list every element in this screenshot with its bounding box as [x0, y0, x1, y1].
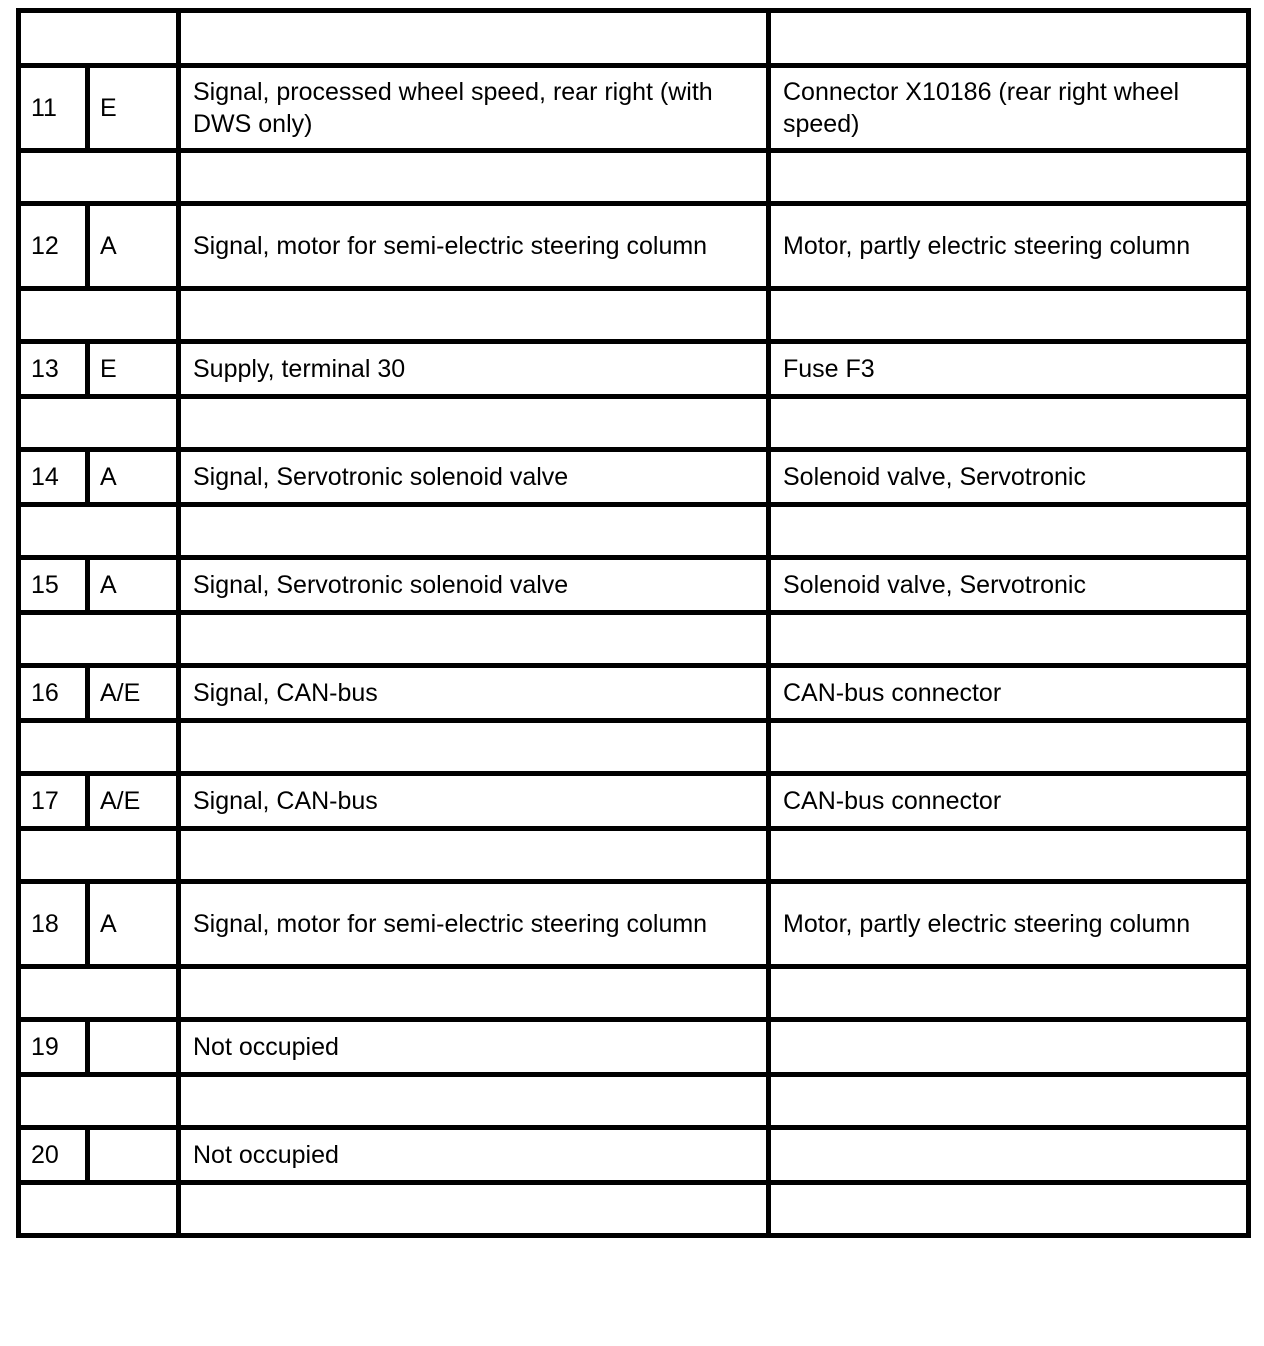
pin-cell: 14 — [19, 450, 88, 505]
spacer-cell — [769, 289, 1249, 342]
spacer-cell — [19, 613, 179, 666]
pin-cell: 11 — [19, 66, 88, 151]
type-cell: A — [88, 204, 179, 289]
spacer-cell — [19, 967, 179, 1020]
table-row — [19, 774, 1249, 829]
connection-cell: Solenoid valve, Servotronic — [769, 450, 1249, 505]
description-cell: Not occupied — [179, 1128, 769, 1183]
spacer-cell — [179, 397, 769, 450]
type-cell — [88, 1128, 179, 1183]
spacer-cell — [179, 721, 769, 774]
connection-cell: Motor, partly electric steering column — [769, 204, 1249, 289]
spacer-cell — [19, 1075, 179, 1128]
connection-cell: Motor, partly electric steering column — [769, 882, 1249, 967]
table-row — [19, 558, 1249, 613]
spacer-row — [19, 1075, 1249, 1128]
type-cell: A — [88, 558, 179, 613]
spacer-cell — [769, 613, 1249, 666]
spacer-cell — [769, 829, 1249, 882]
spacer-cell — [769, 151, 1249, 204]
type-cell: A — [88, 450, 179, 505]
type-cell: A — [88, 882, 179, 967]
spacer-row — [19, 721, 1249, 774]
spacer-cell — [769, 505, 1249, 558]
description-cell: Signal, CAN-bus — [179, 774, 769, 829]
table-row — [19, 666, 1249, 721]
pin-cell: 16 — [19, 666, 88, 721]
table-row — [19, 1128, 1249, 1183]
type-cell: E — [88, 342, 179, 397]
spacer-cell — [19, 505, 179, 558]
spacer-cell — [19, 11, 179, 66]
type-cell: A/E — [88, 666, 179, 721]
connection-cell: Fuse F3 — [769, 342, 1249, 397]
description-cell: Not occupied — [179, 1020, 769, 1075]
spacer-cell — [769, 1075, 1249, 1128]
table-row — [19, 1020, 1249, 1075]
pin-assignment-table — [16, 8, 1251, 1238]
connection-cell: Connector X10186 (rear right wheel speed) — [769, 66, 1249, 151]
spacer-row — [19, 829, 1249, 882]
spacer-cell — [19, 1183, 179, 1236]
pin-cell: 18 — [19, 882, 88, 967]
pin-cell: 19 — [19, 1020, 88, 1075]
spacer-cell — [19, 289, 179, 342]
spacer-cell — [769, 11, 1249, 66]
description-cell: Supply, terminal 30 — [179, 342, 769, 397]
pin-cell: 15 — [19, 558, 88, 613]
spacer-cell — [179, 1075, 769, 1128]
description-cell: Signal, processed wheel speed, rear right (with DWS only) — [179, 66, 769, 151]
spacer-row — [19, 505, 1249, 558]
connection-cell: CAN-bus connector — [769, 774, 1249, 829]
description-cell: Signal, Servotronic solenoid valve — [179, 558, 769, 613]
table-row — [19, 882, 1249, 967]
spacer-cell — [19, 397, 179, 450]
spacer-row — [19, 151, 1249, 204]
description-cell: Signal, motor for semi-electric steering column — [179, 882, 769, 967]
connection-cell — [769, 1128, 1249, 1183]
type-cell: A/E — [88, 774, 179, 829]
spacer-cell — [179, 505, 769, 558]
table-row — [19, 342, 1249, 397]
spacer-cell — [179, 613, 769, 666]
spacer-row — [19, 397, 1249, 450]
description-cell: Signal, motor for semi-electric steering column — [179, 204, 769, 289]
pin-cell: 20 — [19, 1128, 88, 1183]
spacer-cell — [769, 397, 1249, 450]
spacer-cell — [19, 721, 179, 774]
connection-cell: Solenoid valve, Servotronic — [769, 558, 1249, 613]
table-row — [19, 450, 1249, 505]
connection-cell: CAN-bus connector — [769, 666, 1249, 721]
spacer-cell — [19, 151, 179, 204]
spacer-cell — [179, 11, 769, 66]
spacer-cell — [769, 1183, 1249, 1236]
connection-cell — [769, 1020, 1249, 1075]
table-row — [19, 204, 1249, 289]
spacer-cell — [179, 289, 769, 342]
spacer-cell — [179, 829, 769, 882]
description-cell: Signal, CAN-bus — [179, 666, 769, 721]
spacer-row — [19, 1183, 1249, 1236]
pin-cell: 17 — [19, 774, 88, 829]
spacer-cell — [179, 151, 769, 204]
spacer-cell — [179, 967, 769, 1020]
spacer-row — [19, 613, 1249, 666]
spacer-row — [19, 11, 1249, 66]
spacer-cell — [179, 1183, 769, 1236]
pin-cell: 13 — [19, 342, 88, 397]
pin-cell: 12 — [19, 204, 88, 289]
type-cell — [88, 1020, 179, 1075]
type-cell: E — [88, 66, 179, 151]
spacer-row — [19, 289, 1249, 342]
description-cell: Signal, Servotronic solenoid valve — [179, 450, 769, 505]
spacer-cell — [769, 721, 1249, 774]
table-body — [19, 11, 1249, 1236]
table-row — [19, 66, 1249, 151]
spacer-row — [19, 967, 1249, 1020]
spacer-cell — [769, 967, 1249, 1020]
spacer-cell — [19, 829, 179, 882]
